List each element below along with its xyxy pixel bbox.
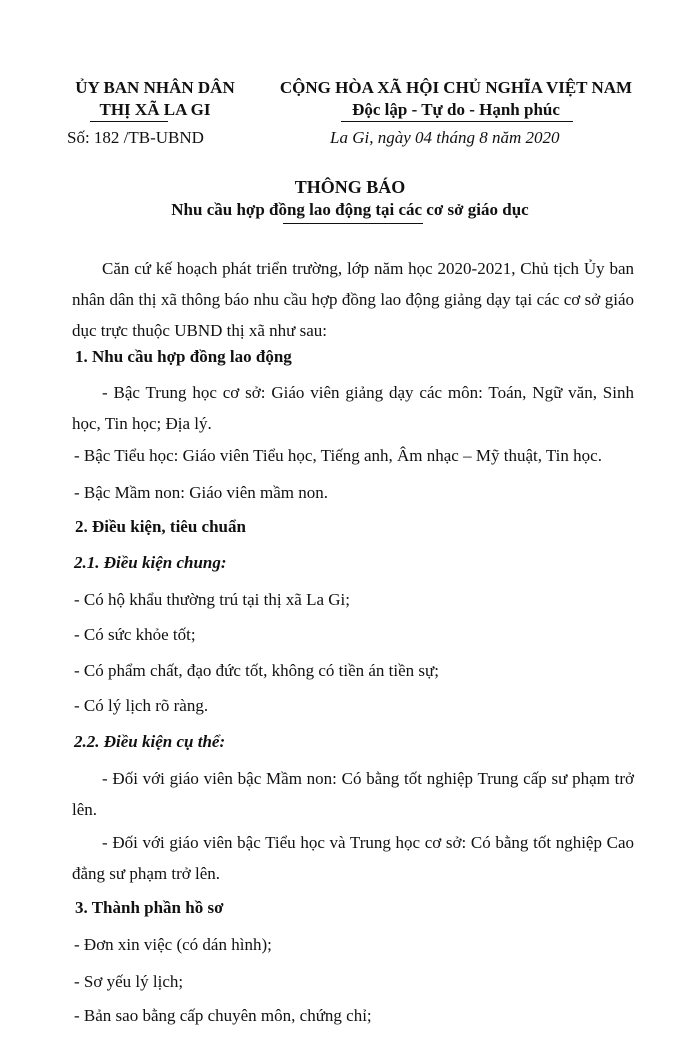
- section-2-1-item-2: - Có sức khỏe tốt;: [74, 625, 196, 644]
- document-subtitle: Nhu cầu hợp đồng lao động tại các cơ sở giáo dục: [171, 200, 529, 219]
- section-2-1-heading: 2.1. Điều kiện chung:: [74, 553, 227, 572]
- section-1-heading: 1. Nhu cầu hợp đồng lao động: [75, 347, 292, 366]
- subtitle-underline: [283, 223, 423, 224]
- section-2-2-heading: 2.2. Điều kiện cụ thể:: [74, 732, 226, 751]
- section-1-item-3: - Bậc Mầm non: Giáo viên mầm non.: [74, 483, 329, 502]
- section-2-2-item-1: - Đối với giáo viên bậc Mầm non: Có bằng tốt nghiệp Trung cấp sư phạm trở lên.: [72, 769, 634, 819]
- section-3-item-1: - Đơn xin việc (có dán hình);: [74, 935, 272, 954]
- section-2-1-item-1: - Có hộ khẩu thường trú tại thị xã La Gi;: [74, 590, 350, 609]
- national-title: CỘNG HÒA XÃ HỘI CHỦ NGHĨA VIỆT NAM: [279, 78, 633, 97]
- section-1-item-2: - Bậc Tiểu học: Giáo viên Tiểu học, Tiếng anh, Âm nhạc – Mỹ thuật, Tin học.: [74, 446, 602, 465]
- section-3-item-2: - Sơ yếu lý lịch;: [74, 972, 184, 991]
- section-2-heading: 2. Điều kiện, tiêu chuẩn: [75, 517, 246, 536]
- document-number: Số: 182 /TB-UBND: [67, 128, 204, 147]
- section-1-item-1: - Bậc Trung học cơ sở: Giáo viên giảng dạy các môn: Toán, Ngữ văn, Sinh học, Tin học; Địa lý.: [72, 383, 634, 433]
- section-2-1-item-3: - Có phẩm chất, đạo đức tốt, không có tiền án tiền sự;: [74, 661, 439, 680]
- section-3-item-3: - Bản sao bằng cấp chuyên môn, chứng chỉ;: [74, 1006, 372, 1025]
- document-title: THÔNG BÁO: [294, 177, 406, 197]
- agency-sub-name: THỊ XÃ LA GI: [99, 100, 211, 119]
- section-2-2-item-2: - Đối với giáo viên bậc Tiểu học và Trung học cơ sở: Có bằng tốt nghiệp Cao đẳng sư phạm trở lên.: [72, 833, 634, 883]
- agency-name: ỦY BAN NHÂN DÂN: [75, 78, 235, 97]
- agency-underline: [90, 121, 168, 122]
- section-3-heading: 3. Thành phần hồ sơ: [75, 898, 224, 917]
- intro-paragraph: Căn cứ kế hoạch phát triển trường, lớp năm học 2020-2021, Chủ tịch Ủy ban nhân dân thị xã thông báo nhu cầu hợp đồng lao động giảng dạy tại các cơ sở giáo dục trực thuộc UBND thị xã như sau:: [72, 259, 634, 340]
- place-date: La Gi, ngày 04 tháng 8 năm 2020: [330, 128, 560, 147]
- motto-underline: [341, 121, 573, 122]
- national-motto: Độc lập - Tự do - Hạnh phúc: [352, 100, 560, 119]
- section-2-1-item-4: - Có lý lịch rõ ràng.: [74, 696, 209, 715]
